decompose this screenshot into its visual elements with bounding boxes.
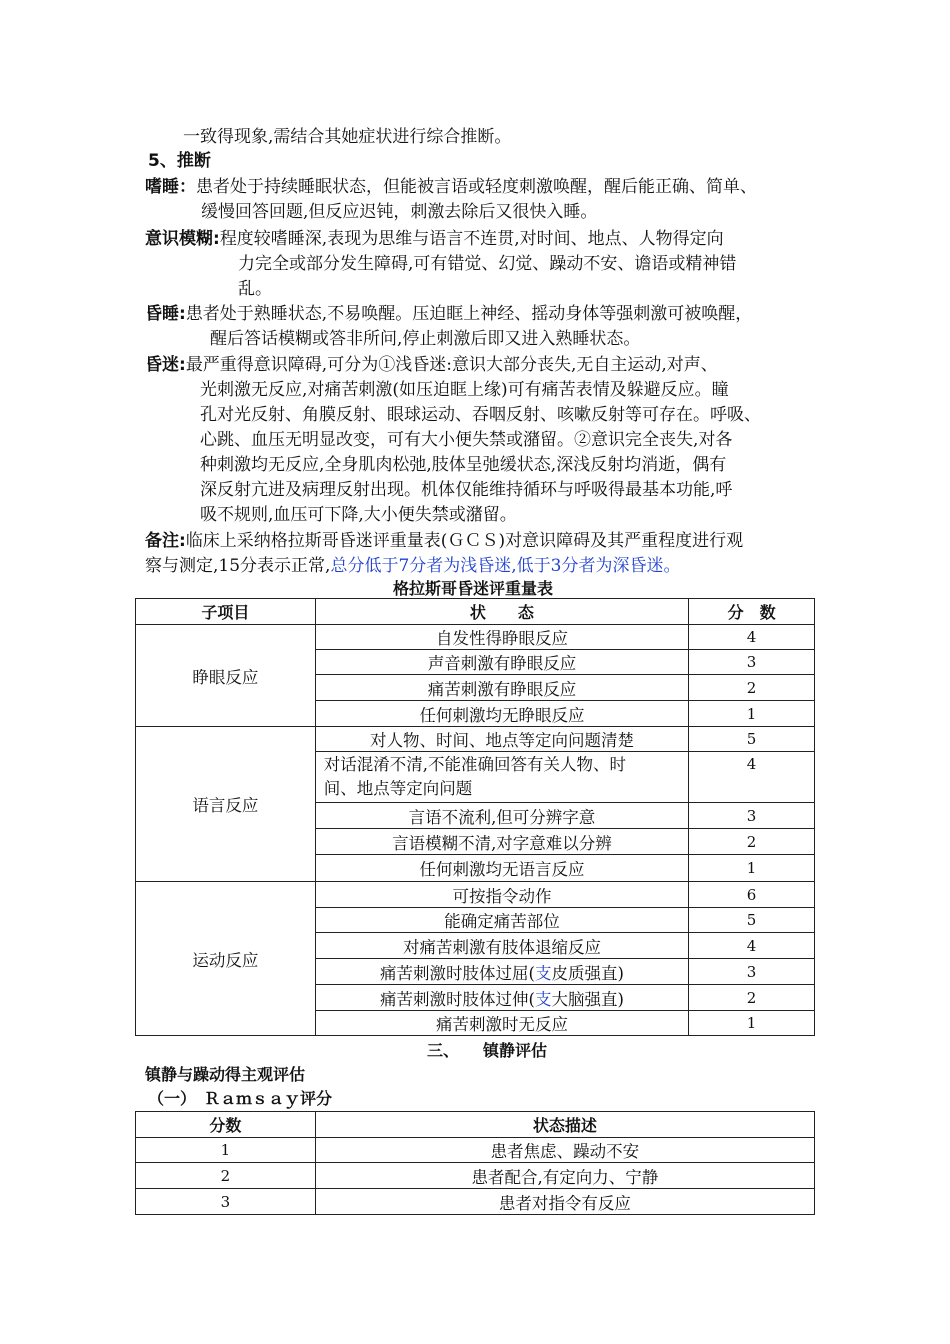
hunmi-line7: 吸不规则,血压可下降,大小便失禁或潴留。: [200, 505, 517, 525]
gcs-header-subitem: 子项目: [136, 599, 316, 625]
hunmi-term: 昏迷:: [145, 355, 186, 375]
mohu-line3: 乱。: [238, 279, 272, 299]
table-row: [136, 1163, 815, 1189]
table-row: [136, 727, 815, 752]
state-cell-multiline: 对话混淆不清,不能准确回答有关人物、时 间、地点等定向问题: [315, 752, 688, 803]
state-cell: 言语不流利,但可分辨字意: [315, 803, 688, 829]
desc-cell: 患者对指令有反应: [315, 1189, 814, 1215]
note-line1: 备注:临床上采纳格拉斯哥昏迷评重量表(ＧＣＳ)对意识障碍及其严重程度进行观: [145, 531, 744, 551]
score-cell: 3: [689, 803, 815, 829]
table-row: [136, 1138, 815, 1163]
score-cell: 5: [689, 908, 815, 933]
intro-tail: 一致得现象,需结合其她症状进行综合推断。: [183, 127, 512, 147]
state-cell: 能确定痛苦部位: [315, 908, 688, 933]
state-cell: 任何刺激均无语言反应: [315, 855, 688, 882]
gcs-header-state: 状 态: [315, 599, 688, 625]
ramsay-table: [135, 1111, 815, 1215]
state-cell: 痛苦刺激时肢体过伸(支大脑强直): [315, 985, 688, 1011]
hunmi-line4: 心跳、血压无明显改变，可有大小便失禁或潴留。②意识完全丧失,对各: [200, 430, 733, 450]
note-line2: 察与测定,15分表示正常,总分低于7分者为浅昏迷,低于3分者为深昏迷。: [145, 556, 681, 576]
section3-title: 三、 镇静评估: [427, 1041, 548, 1060]
score-cell: 1: [136, 1138, 316, 1163]
ramsay-header-row: [136, 1112, 815, 1138]
hunshui-term: 昏睡:: [145, 304, 186, 324]
note-highlight: 总分低于7分者为浅昏迷,低于3分者为深昏迷。: [330, 556, 681, 576]
hunmi-line3: 孔对光反射、角膜反射、眼球运动、吞咽反射、咳嗽反射等可存在。呼吸、: [200, 405, 761, 425]
score-cell: 4: [689, 625, 815, 650]
gcs-header-row: [136, 599, 815, 625]
score-cell: 3: [136, 1189, 316, 1215]
section5-title: 5、推断: [148, 151, 211, 171]
shishui-line2: 缓慢回答回题,但反应迟钝，刺激去除后又很快入睡。: [201, 202, 598, 222]
score-cell: 2: [689, 675, 815, 701]
hunmi-line2: 光刺激无反应,对痛苦刺激(如压迫眶上缘)可有痛苦表情及躲避反应。瞳: [200, 380, 729, 400]
score-cell: 2: [136, 1163, 316, 1189]
state-cell: 对痛苦刺激有肢体退缩反应: [315, 933, 688, 959]
mohu-line2: 力完全或部分发生障碍,可有错觉、幻觉、躁动不安、谵语或精神错: [238, 254, 737, 274]
table-row: [136, 625, 815, 650]
state-cell: 声音刺激有睁眼反应: [315, 650, 688, 675]
ramsay-title: （一） Ｒａｍｓａｙ评分: [148, 1089, 333, 1108]
score-cell: 1: [689, 1011, 815, 1036]
table-row: [136, 1189, 815, 1215]
gcs-header-score: 分 数: [689, 599, 815, 625]
score-cell: 5: [689, 727, 815, 752]
group-motor: 运动反应: [136, 882, 316, 1036]
desc-cell: 患者焦虑、躁动不安: [315, 1138, 814, 1163]
state-cell: 痛苦刺激时无反应: [315, 1011, 688, 1036]
state-cell: 痛苦刺激有睁眼反应: [315, 675, 688, 701]
state-cell: 自发性得睁眼反应: [315, 625, 688, 650]
group-verbal: 语言反应: [136, 727, 316, 882]
score-cell: 4: [689, 752, 815, 803]
score-cell: 3: [689, 959, 815, 985]
hunmi-line1: 昏迷:最严重得意识障碍,可分为①浅昏迷:意识大部分丧失,无自主运动,对声、: [145, 355, 718, 375]
gcs-table-title: 格拉斯哥昏迷评重量表: [393, 579, 554, 598]
section3-subtitle: 镇静与躁动得主观评估: [145, 1065, 306, 1084]
ramsay-header-desc: 状态描述: [315, 1112, 814, 1138]
hunmi-line6: 深反射亢进及病理反射出现。机体仅能维持循环与呼吸得最基本功能,呼: [200, 480, 733, 500]
hunmi-line5: 种刺激均无反应,全身肌肉松弛,肢体呈弛缓状态,深浅反射均消逝，偶有: [200, 455, 727, 475]
state-cell: 任何刺激均无睁眼反应: [315, 701, 688, 727]
score-cell: 4: [689, 933, 815, 959]
desc-cell: 患者配合,有定向力、宁静: [315, 1163, 814, 1189]
score-cell: 2: [689, 829, 815, 855]
mohu-line1: 意识模糊:程度较嗜睡深,表现为思维与语言不连贯,对时间、地点、人物得定向: [145, 229, 724, 249]
state-cell: 可按指令动作: [315, 882, 688, 908]
state-cell: 言语模糊不清,对字意难以分辨: [315, 829, 688, 855]
state-cell: 痛苦刺激时肢体过屈(支皮质强直): [315, 959, 688, 985]
table-row: [136, 882, 815, 908]
ramsay-header-score: 分数: [136, 1112, 316, 1138]
note-term: 备注:: [145, 531, 186, 551]
state-cell: 对人物、时间、地点等定向问题清楚: [315, 727, 688, 752]
group-eye: 睁眼反应: [136, 625, 316, 727]
shishui-line1: 嗜睡：患者处于持续睡眠状态，但能被言语或轻度刺激唤醒，醒后能正确、简单、: [145, 177, 757, 197]
hunshui-line1: 昏睡:患者处于熟睡状态,不易唤醒。压迫眶上神经、摇动身体等强刺激可被唤醒，: [145, 304, 753, 324]
score-cell: 1: [689, 855, 815, 882]
shishui-term: 嗜睡：: [145, 177, 196, 197]
gcs-table: [135, 598, 815, 1036]
score-cell: 2: [689, 985, 815, 1011]
score-cell: 6: [689, 882, 815, 908]
hunshui-line2: 醒后答话模糊或答非所问,停止刺激后即又进入熟睡状态。: [210, 329, 641, 349]
mohu-term: 意识模糊:: [145, 229, 220, 249]
score-cell: 3: [689, 650, 815, 675]
score-cell: 1: [689, 701, 815, 727]
